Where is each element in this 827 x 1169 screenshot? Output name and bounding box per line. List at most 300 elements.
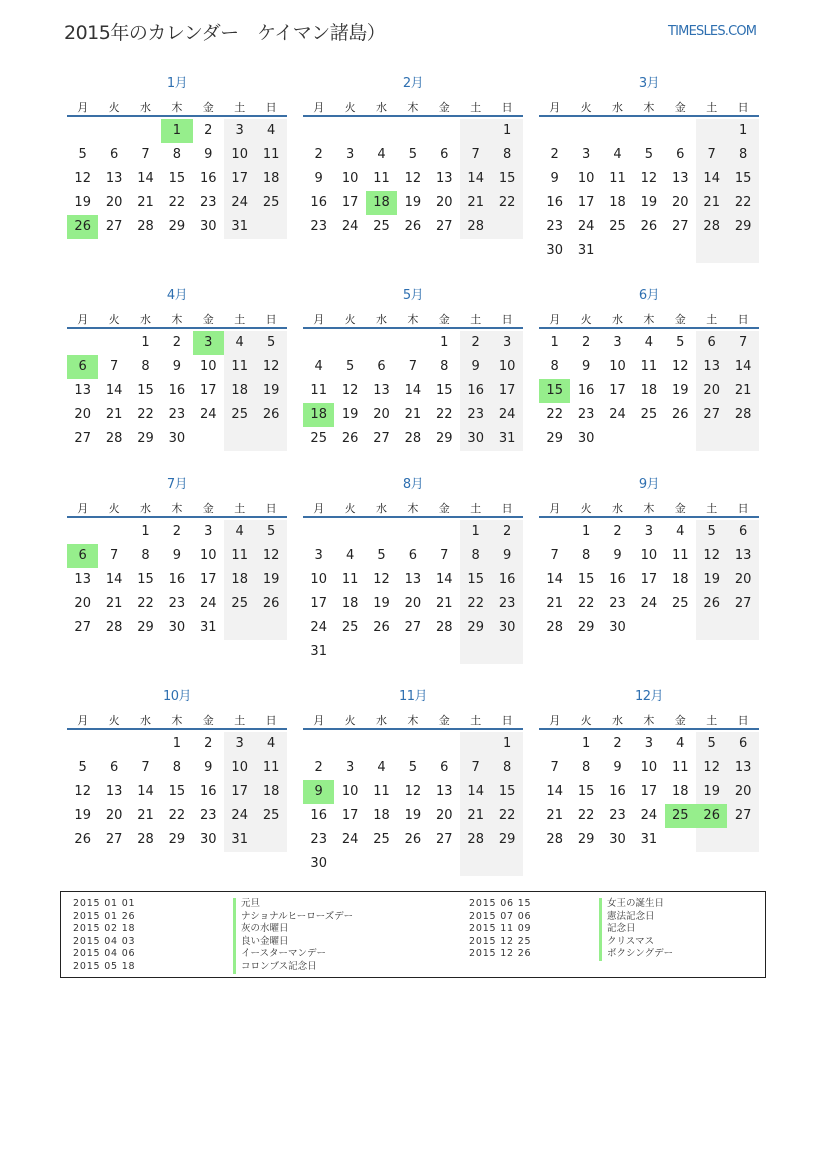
weekday-label: 水	[611, 714, 623, 727]
day-cell: 29	[491, 828, 522, 852]
day-cell: 30	[310, 856, 327, 871]
day-cell: 29	[546, 431, 563, 446]
day-cell: 8	[727, 143, 758, 167]
day-cell: 20	[727, 568, 758, 592]
day-cell: 6	[676, 147, 685, 162]
day-cell: 6	[377, 359, 386, 374]
day-cell: 21	[137, 808, 154, 823]
day-cell: 4	[345, 548, 355, 563]
month-title: 5月	[402, 288, 424, 303]
day-cell: 1	[141, 524, 150, 539]
day-cell: 26	[373, 620, 390, 635]
day-cell: 25	[672, 596, 689, 611]
day-cell: 22	[436, 407, 453, 422]
day-cell: 6	[727, 732, 758, 756]
day-cell: 14	[460, 780, 491, 804]
day-cell: 24	[310, 620, 327, 635]
day-cell: 26	[640, 219, 658, 234]
empty-weekend-cell	[255, 215, 286, 239]
day-cell: 18	[609, 195, 626, 210]
weekday-label: 水	[375, 714, 387, 727]
day-cell: 27	[404, 620, 422, 635]
day-cell: 22	[727, 191, 758, 215]
day-cell: 9	[460, 355, 491, 379]
weekday-label: 日	[265, 101, 277, 114]
day-cell: 27	[436, 832, 453, 847]
day-cell: 14	[546, 784, 563, 799]
day-cell: 25	[255, 804, 286, 828]
day-cell: 28	[105, 431, 123, 446]
day-cell: 17	[640, 572, 658, 587]
day-cell: 8	[141, 548, 150, 563]
day-cell: 2	[314, 147, 323, 162]
holiday-date: 2015 01 26	[73, 910, 136, 922]
day-cell: 16	[491, 568, 522, 592]
day-cell: 30	[460, 427, 491, 451]
weekday-label: 金	[202, 714, 214, 727]
day-cell: 21	[696, 191, 727, 215]
day-cell: 20	[436, 195, 453, 210]
day-cell: 11	[672, 548, 689, 563]
day-cell: 8	[581, 548, 591, 563]
holiday-name: ボクシングデー	[599, 948, 673, 961]
day-cell: 5	[377, 548, 386, 563]
day-cell: 3	[193, 331, 224, 355]
holiday-date: 2015 12 26	[469, 948, 532, 960]
day-cell: 26	[696, 804, 727, 828]
day-cell: 7	[550, 760, 559, 775]
holiday-name: クリスマス	[599, 936, 654, 949]
weekday-label: 月	[313, 502, 325, 515]
day-cell: 17	[609, 383, 626, 398]
day-cell: 18	[366, 191, 397, 215]
day-cell: 8	[172, 760, 182, 775]
day-cell: 6	[109, 147, 119, 162]
day-cell: 10	[640, 548, 658, 563]
day-cell: 28	[105, 620, 123, 635]
day-cell: 1	[581, 736, 591, 751]
day-cell: 19	[255, 568, 286, 592]
weekday-label: 木	[643, 714, 655, 727]
weekday-label: 金	[674, 502, 686, 515]
weekday-label: 金	[202, 313, 214, 326]
day-cell: 6	[727, 520, 758, 544]
day-cell: 14	[696, 167, 727, 191]
day-cell: 12	[373, 572, 390, 587]
day-cell: 21	[546, 596, 563, 611]
weekday-label: 土	[470, 502, 482, 515]
day-cell: 7	[408, 359, 418, 374]
day-cell: 9	[172, 548, 182, 563]
day-cell: 26	[341, 431, 359, 446]
day-cell: 24	[224, 191, 255, 215]
empty-weekend-cell	[460, 732, 491, 756]
day-cell: 13	[74, 572, 91, 587]
weekday-header	[539, 500, 759, 518]
day-cell: 8	[581, 760, 591, 775]
day-cell: 31	[491, 427, 522, 451]
weekday-label: 水	[375, 502, 387, 515]
day-cell: 8	[491, 143, 522, 167]
day-cell: 5	[408, 147, 418, 162]
holiday-date: 2015 07 06	[469, 910, 532, 922]
day-cell: 27	[105, 219, 123, 234]
weekday-label: 火	[580, 313, 592, 326]
holiday-name: 憲法記念日	[599, 911, 655, 924]
day-cell: 1	[172, 736, 182, 751]
day-cell: 9	[204, 147, 213, 162]
day-cell: 11	[224, 355, 255, 379]
day-cell: 31	[200, 620, 217, 635]
day-cell: 24	[341, 832, 359, 847]
month-title: 1月	[166, 76, 188, 91]
day-cell: 20	[436, 808, 453, 823]
day-cell: 15	[491, 167, 522, 191]
day-cell: 18	[341, 596, 359, 611]
day-cell: 17	[224, 167, 255, 191]
day-cell: 1	[141, 335, 150, 350]
weekday-header	[539, 99, 759, 117]
weekday-label: 月	[549, 101, 561, 114]
day-cell: 3	[224, 119, 255, 143]
day-cell: 16	[546, 195, 563, 210]
weekday-label: 土	[234, 714, 246, 727]
day-cell: 20	[105, 808, 123, 823]
weekday-label: 日	[265, 502, 277, 515]
day-cell: 14	[105, 383, 123, 398]
day-cell: 7	[141, 147, 150, 162]
weekday-header	[67, 500, 287, 518]
weekday-label: 金	[438, 101, 450, 114]
day-cell: 23	[609, 808, 626, 823]
day-cell: 14	[460, 167, 491, 191]
day-cell: 16	[609, 572, 626, 587]
day-cell: 23	[200, 808, 217, 823]
day-cell: 4	[377, 147, 386, 162]
day-cell: 17	[200, 383, 217, 398]
day-cell: 8	[550, 359, 559, 374]
weekday-label: 木	[171, 714, 183, 727]
weekday-label: 木	[407, 502, 419, 515]
day-cell: 2	[491, 520, 522, 544]
day-cell: 2	[204, 123, 213, 138]
day-cell: 22	[137, 596, 154, 611]
holiday-legend	[60, 891, 766, 978]
empty-weekend-cell	[727, 828, 758, 852]
day-cell: 26	[404, 219, 422, 234]
day-cell: 10	[224, 756, 255, 780]
day-cell: 21	[105, 596, 123, 611]
day-cell: 8	[172, 147, 182, 162]
day-cell: 22	[168, 195, 186, 210]
day-cell: 4	[255, 732, 286, 756]
day-cell: 29	[577, 832, 595, 847]
day-cell: 29	[168, 219, 186, 234]
day-cell: 12	[404, 784, 422, 799]
day-cell: 25	[373, 832, 390, 847]
day-cell: 12	[255, 355, 286, 379]
day-cell: 27	[74, 620, 91, 635]
day-cell: 7	[696, 143, 727, 167]
day-cell: 9	[204, 760, 213, 775]
weekday-label: 水	[139, 502, 151, 515]
weekday-label: 日	[501, 502, 513, 515]
day-cell: 2	[172, 524, 182, 539]
day-cell: 9	[581, 359, 591, 374]
weekday-label: 木	[171, 101, 183, 114]
day-cell: 17	[491, 379, 522, 403]
day-cell: 24	[491, 403, 522, 427]
day-cell: 2	[172, 335, 182, 350]
day-cell: 29	[137, 431, 154, 446]
day-cell: 6	[696, 331, 727, 355]
day-cell: 16	[200, 171, 217, 186]
day-cell: 18	[373, 808, 390, 823]
weekday-label: 火	[108, 313, 120, 326]
day-cell: 14	[137, 171, 154, 186]
day-cell: 6	[440, 147, 449, 162]
month-title: 2月	[402, 76, 424, 91]
day-cell: 23	[310, 219, 327, 234]
holiday-row	[73, 936, 363, 949]
day-cell: 24	[640, 596, 658, 611]
day-cell: 6	[440, 760, 449, 775]
day-cell: 26	[74, 832, 91, 847]
day-cell: 13	[672, 171, 689, 186]
day-cell: 28	[137, 832, 154, 847]
day-cell: 22	[137, 407, 154, 422]
weekday-label: 日	[737, 313, 749, 326]
day-cell: 27	[105, 832, 123, 847]
day-cell: 7	[727, 331, 758, 355]
day-cell: 5	[676, 335, 685, 350]
day-cell: 22	[168, 808, 186, 823]
holiday-row	[469, 936, 759, 949]
day-cell: 13	[727, 544, 758, 568]
day-cell: 19	[696, 780, 727, 804]
calendar-grid	[67, 72, 760, 871]
empty-weekend-cell	[460, 640, 491, 664]
day-cell: 17	[224, 780, 255, 804]
day-cell: 21	[137, 195, 154, 210]
day-cell: 26	[255, 592, 286, 616]
weekday-label: 土	[706, 714, 718, 727]
holiday-row	[73, 923, 363, 936]
day-cell: 23	[546, 219, 563, 234]
day-cell: 23	[168, 407, 186, 422]
day-cell: 19	[74, 195, 91, 210]
day-cell: 4	[676, 524, 685, 539]
holiday-name: 灰の水曜日	[233, 923, 289, 936]
day-cell: 22	[546, 407, 563, 422]
day-cell: 10	[310, 572, 327, 587]
day-cell: 10	[341, 784, 359, 799]
day-cell: 2	[613, 736, 622, 751]
weekday-header	[67, 712, 287, 730]
weekday-label: 月	[549, 502, 561, 515]
day-cell: 7	[460, 143, 491, 167]
day-cell: 22	[460, 592, 491, 616]
weekday-label: 金	[674, 101, 686, 114]
holiday-name: イースターマンデー	[233, 948, 326, 961]
holiday-date: 2015 04 06	[73, 948, 136, 960]
holiday-row	[469, 898, 759, 911]
day-cell: 28	[404, 431, 422, 446]
day-cell: 10	[341, 171, 359, 186]
empty-weekend-cell	[696, 616, 727, 640]
day-cell: 13	[74, 383, 91, 398]
day-cell: 10	[609, 359, 626, 374]
weekday-label: 金	[438, 313, 450, 326]
day-cell: 4	[224, 331, 255, 355]
holiday-name: 良い金曜日	[233, 936, 289, 949]
day-cell: 16	[168, 572, 186, 587]
day-cell: 22	[577, 596, 595, 611]
day-cell: 30	[546, 243, 563, 258]
day-cell: 2	[460, 331, 491, 355]
day-cell: 11	[373, 784, 390, 799]
day-cell: 10	[200, 359, 217, 374]
day-cell: 17	[310, 596, 327, 611]
day-cell: 8	[141, 359, 150, 374]
brand-link[interactable]: TIMESLES.COM	[668, 24, 757, 39]
weekday-label: 月	[77, 101, 89, 114]
day-cell: 16	[577, 383, 595, 398]
weekday-label: 水	[139, 313, 151, 326]
day-cell: 19	[404, 808, 422, 823]
day-cell: 31	[640, 832, 658, 847]
day-cell: 2	[613, 524, 622, 539]
day-cell: 7	[440, 548, 449, 563]
month-title: 4月	[166, 288, 188, 303]
day-cell: 3	[644, 524, 654, 539]
day-cell: 1	[581, 524, 591, 539]
day-cell: 12	[672, 359, 689, 374]
day-cell: 24	[200, 596, 217, 611]
day-cell: 4	[377, 760, 386, 775]
holiday-name: ナショナルヒーローズデー	[233, 911, 353, 924]
day-cell: 28	[546, 620, 563, 635]
day-cell: 25	[341, 620, 359, 635]
holiday-date: 2015 11 09	[469, 923, 532, 935]
weekday-label: 火	[344, 714, 356, 727]
day-cell: 25	[255, 191, 286, 215]
weekday-label: 火	[108, 714, 120, 727]
weekday-label: 土	[706, 502, 718, 515]
day-cell: 31	[310, 644, 327, 659]
day-cell: 28	[696, 215, 727, 239]
day-cell: 9	[613, 760, 622, 775]
holiday-date: 2015 02 18	[73, 923, 136, 935]
day-cell: 4	[224, 520, 255, 544]
day-cell: 24	[224, 804, 255, 828]
holiday-row	[469, 911, 759, 924]
weekday-label: 日	[737, 502, 749, 515]
day-cell: 25	[310, 431, 327, 446]
weekday-header	[303, 311, 523, 329]
weekday-label: 日	[265, 313, 277, 326]
day-cell: 27	[672, 219, 689, 234]
month-title: 3月	[638, 76, 660, 91]
holiday-row	[73, 961, 363, 974]
day-cell: 30	[168, 431, 186, 446]
day-cell: 3	[581, 147, 591, 162]
empty-weekend-cell	[696, 239, 727, 263]
day-cell: 2	[581, 335, 591, 350]
weekday-label: 土	[470, 313, 482, 326]
day-cell: 30	[577, 431, 595, 446]
day-cell: 18	[672, 572, 689, 587]
day-cell: 28	[460, 215, 491, 239]
holiday-row	[73, 911, 363, 924]
day-cell: 16	[310, 195, 327, 210]
day-cell: 27	[727, 592, 758, 616]
day-cell: 13	[105, 784, 123, 799]
empty-weekend-cell	[224, 616, 255, 640]
day-cell: 30	[609, 620, 626, 635]
day-cell: 3	[314, 548, 323, 563]
empty-weekend-cell	[460, 119, 491, 143]
holiday-row	[73, 948, 363, 961]
day-cell: 11	[341, 572, 359, 587]
day-cell: 20	[373, 407, 390, 422]
day-cell: 9	[303, 780, 334, 804]
weekday-label: 月	[313, 714, 325, 727]
day-cell: 12	[404, 171, 422, 186]
day-cell: 11	[255, 143, 286, 167]
day-cell: 18	[224, 379, 255, 403]
day-cell: 15	[137, 383, 154, 398]
day-cell: 10	[640, 760, 658, 775]
holiday-date: 2015 01 01	[73, 898, 136, 909]
day-cell: 28	[546, 832, 563, 847]
weekday-label: 日	[501, 313, 513, 326]
day-cell: 6	[109, 760, 119, 775]
day-cell: 14	[137, 784, 154, 799]
day-cell: 19	[373, 596, 390, 611]
weekday-label: 月	[77, 313, 89, 326]
day-cell: 19	[255, 379, 286, 403]
day-cell: 28	[727, 403, 758, 427]
empty-weekend-cell	[255, 828, 286, 852]
day-cell: 3	[204, 524, 213, 539]
day-cell: 22	[577, 808, 595, 823]
day-cell: 12	[341, 383, 359, 398]
day-cell: 18	[672, 784, 689, 799]
weekday-label: 木	[171, 313, 183, 326]
empty-weekend-cell	[491, 215, 522, 239]
weekday-label: 金	[674, 313, 686, 326]
weekday-label: 月	[549, 313, 561, 326]
day-cell: 2	[550, 147, 559, 162]
day-cell: 4	[314, 359, 323, 374]
day-cell: 30	[491, 616, 522, 640]
weekday-label: 水	[611, 101, 623, 114]
day-cell: 30	[200, 832, 217, 847]
weekday-label: 火	[580, 502, 592, 515]
month-title: 11月	[398, 689, 428, 704]
day-cell: 4	[676, 736, 685, 751]
day-cell: 5	[696, 520, 727, 544]
day-cell: 25	[665, 804, 696, 828]
day-cell: 20	[74, 596, 91, 611]
day-cell: 14	[404, 383, 422, 398]
day-cell: 29	[436, 431, 453, 446]
day-cell: 9	[314, 171, 323, 186]
month-title: 6月	[638, 288, 660, 303]
weekday-label: 木	[171, 502, 183, 515]
weekday-label: 日	[737, 101, 749, 114]
